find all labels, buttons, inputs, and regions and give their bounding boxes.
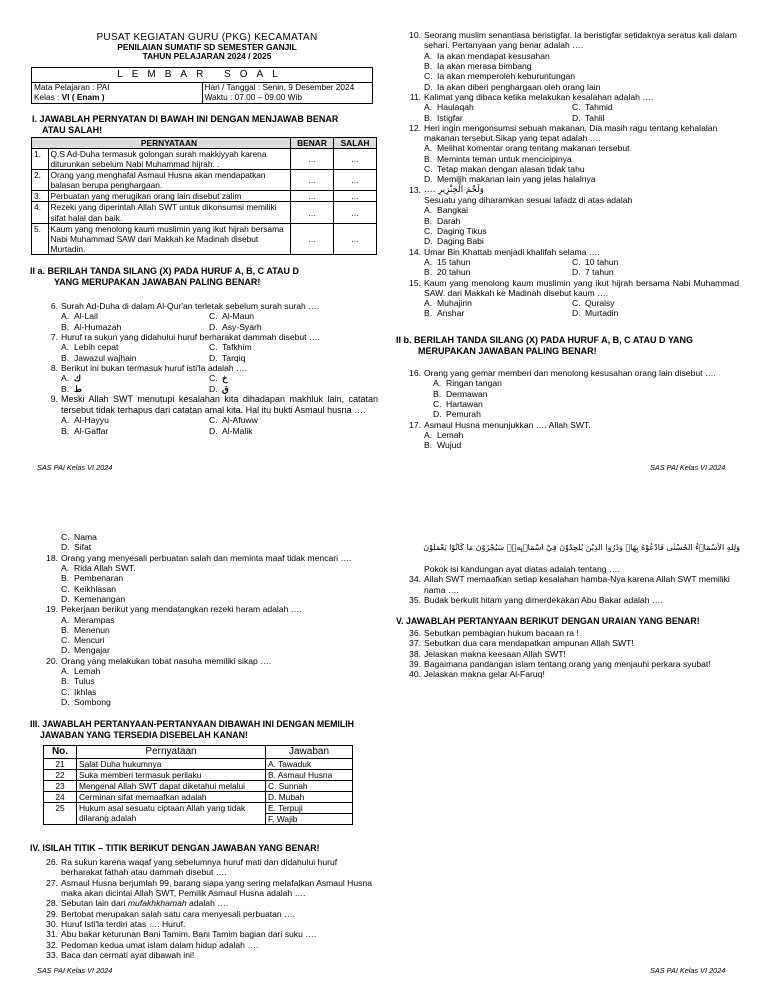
sec2a-title: II a. BERILAH TANDA SILANG (X) PADA HURUF A, B, C ATAU D YANG MERUPAKAN JAWABAN PALING BENAR!	[30, 266, 299, 287]
ayat-arabic: وَلِلّٰهِ الْاَسْمَاۤءُ الْحُسْنٰى فَادْعُوْهُ بِهَاۖ وَذَرُوا الَّذِيْنَ يُلْحِدُوْنَ فِيْٓ اَسْمَاۤىِٕهٖۗ سَيُجْزَوْنَ مَا كَانُوْا يَعْمَلُوْنَ	[423, 543, 740, 552]
col-no: No.	[44, 746, 77, 759]
hari-tanggal: Hari / Tanggal : Senin, 9 Desember 2024	[204, 82, 355, 92]
sec2b-title: II b. BERILAH TANDA SILANG (X) PADA HURUF A, B, C ATAU D YANG MERUPAKAN JAWABAN PALING BENAR!	[396, 335, 693, 356]
footer-right: SAS PAI Kelas VI 2024	[650, 463, 726, 472]
table-row: 23 Mengenal Allah SWT dapat diketahui melalui C. Sunnah	[44, 781, 353, 792]
header-line1: PUSAT KEGIATAN GURU (PKG) KECAMATAN	[96, 32, 318, 43]
sec2a-questions: 6. Surah Ad-Duha di dalam Al-Qur'an terletak sebelum surah surah …. A. Al-Lail C. Al-Maun B. Al-Humazah D. Asy-Syarh 7. Huruf ra sukun yang didahului huruf berharakat dammah disebut …. A. Lebih cepat C. Tafkhim B. Jawazul wajhain D. Tarqiq 8. Berikut ini bukan termasuk huruf isti'la adalah …. A. ك C. خ B. ط D. ق 9. Meski Allah SWT menutupi kesalahan kita dihadapan makhluk lain, catatan tersebut tidak terhapus dari catatan amal kita. Hal itu bukti Asmaul husna …. A. Al-Hayyu C. Al-Afuww B. Al-Gaffar D. Al-Malik	[50, 301, 378, 436]
sec1-title: I. JAWABLAH PERNYATAN DI BAWAH INI DENGAN MENJAWAB BENAR ATAU SALAH!	[32, 114, 339, 135]
waktu: Waktu : 07.00 – 09.00 Wib	[204, 91, 302, 102]
table-row: 22 Suka memberi termasuk perilaku B. Asmaul Husna	[44, 770, 353, 781]
table-row: 5. Kaum yang menolong kaum muslimin yang ikut hijrah bersama Nabi Muhammad SAW dari Makkah ke Madinah disebut Murtadin. … …	[32, 223, 377, 254]
header-line2: PENILAIAN SUMATIF SD SEMESTER GANJIL	[117, 42, 297, 52]
col-pernyataan: Pernyataan	[77, 746, 266, 759]
page2-left-questions: C. Nama D. Sifat 18. Orang yang menyesali perbuatan salah dan meminta maaf tidak mencari …. A. Rida Allah SWT. B. Pembenaran C. Keikhlasan D. Kemenangan 19. Pekerjaan berikut yang mendatangkan rezeki haram adalah …. A. Merampas B. Menenun C. Mencuri D. Mengajar 20. Orang yang melakukan tobat nasuha memiliki sikap …. A. Lemah B. Tulus C. Ikhlas D. Sombong	[46, 532, 352, 707]
footer-left-2: SAS PAI Kelas VI 2024	[37, 966, 113, 975]
table-row: F. Wajib	[44, 814, 353, 825]
col-jawaban: Jawaban	[266, 746, 353, 759]
col-pernyataan: PERNYATAAN	[48, 138, 291, 149]
sec1-table	[31, 137, 377, 255]
table-row: 1. Q.S Ad-Duha termasuk golongan surah makkiyyah karena diturunkan sebelum Nabi Muhammad hijrah. . … …	[32, 149, 377, 170]
mapel: Mata Pelajaran : PAI	[34, 82, 110, 92]
footer-left: SAS PAI Kelas VI 2024	[37, 463, 113, 472]
header-line3: TAHUN PELAJARAN 2024 / 2025	[142, 51, 272, 61]
table-row: 3. Perbuatan yang merugikan orang lain disebut zalim … …	[32, 191, 377, 202]
right1-questions: 10. Seorang muslim senantiasa beristigfar. Ia beristigfar setidaknya seratus kali dalam sehari. Pertanyaan yang benar adalah …. A. Ia akan mendapat kesusahan B. Ia akan merasa bimbang C. Ia akan memperoleh keburuntungan D. Ia akan diberi penghargaan oleh orang lain 11. Kalimat yang dibaca ketika melakukan kesalahan adalah …. A. Haulaqah C. Tahmid B. Istigfar D. Tahlil 12. Heri ingin mengonsumsi sebuah makanan. Dia masih ragu tentang kehalalan makanan tersebut.Sikap yang tepat adalah …. A. Melihat komentar orang tentang makanan tersebut B. Meminta teman untuk mencicipinya C. Tetap makan dengan alasan tidak tahu D. Memilih makanan lain yang jelas halalnya 13. …. وَلَحْمَ الْخِنْزِيرِ Sesuatu yang diharamkan sesuai lafadz di atas adalah A. Bangkai B. Darah C. Daging Tikus D. Daging Babi 14. Umar Bin Khattab menjadi khalifah selama …. A. 15 tahun C. 10 tahun B. 20 tahun D. 7 tahun 15. Kaum yang menolong kaum muslimin yang ikut hijrah bersama Nabi Muhammad SAW. dari Makkah ke Madinah disebut kaum …. A. Muhajirin C. Quraisy B. Anshar D. Murtadin	[409, 30, 739, 319]
footer-right-2: SAS PAI Kelas VI 2024	[650, 966, 726, 975]
page2-right-questions: Pokok isi kandungan ayat diatas adalah tentang …. 34. Allah SWT memaafkan setiap kesalahan hamba-Nya karena Allah SWT memiliki nama …. 35. Budak berkulit hitam yang dimerdekakan Abu Bakar adalah ….	[409, 564, 730, 605]
table-row: 21 Salat Duha hukumnya A. Tawaduk	[44, 759, 353, 770]
col-benar: BENAR	[291, 138, 334, 149]
table-row: 24 Cerminan sifat memaafkan adalah D. Mubah	[44, 792, 353, 803]
sec3-title: III. JAWABLAH PERTANYAAN-PERTANYAAN DIBAWAH INI DENGAN MEMILIH JAWABAN YANG TERSEDIA DISEBELAH KANAN!	[30, 719, 355, 740]
kelas-label: Kelas :	[34, 91, 62, 102]
sec5-questions: 36. Sebutkan pembagian hukum bacaan ra ! 37. Sebutkan dua cara mendapatkan ampunan Allah SWT! 38. Jelaskan makna keesaan Allah SWT! 39. Bagaimana pandangan islam tentang orang yang menjauhi perkara syubat! 40. Jelaskan makna gelar Al-Faruq!	[409, 628, 711, 680]
table-row: 25 Hukum asal sesuatu ciptaan Allah yang tidak dilarang adalah E. Terpuji	[44, 803, 353, 814]
table-row: 4. Rezeki yang diperintah Allah SWT untuk dikonsumsi memiliki sifat halal dan baik. … …	[32, 202, 377, 223]
table-row: 2. Orang yang menghafal Asmaul Husna akan mendapatkan balasan berupa penghargaan. … …	[32, 170, 377, 191]
sec2b-questions: 16. Orang yang gemar memberi dan menolong kesusahan orang lain disebut …. A. Ringan tangan B. Dermawan C. Hartawan D. Pemurah 17. Asmaul Husna menunjukkan …. Allah SWT. A. Lemah B. Wujud	[409, 368, 716, 451]
sec4-title: IV. ISILAH TITIK – TITIK BERIKUT DENGAN JAWABAN YANG BENAR!	[30, 843, 320, 853]
kelas-value: VI ( Enam )	[61, 91, 105, 102]
lembar-soal-box	[31, 67, 373, 104]
sec5-title: V. JAWABLAH PERTANYAAN BERIKUT DENGAN URAIAN YANG BENAR!	[396, 616, 700, 626]
sec3-table	[43, 745, 353, 825]
col-salah: SALAH	[334, 138, 377, 149]
lembar-title: LEMBAR SOAL	[32, 68, 372, 83]
sec4-questions: 26. Ra sukun karena waqaf yang sebelumnya huruf mati dan didahului huruf berharakat fathah atau dammah disebut …. 27. Asmaul Husna berjumlah 99, barang siapa yang sering melafalkan Asmaul Husna maka akan dicintai Allah SWT, Pemilik Asmaul Husna adalah …. 28. Sebutan lain dari mufakhkhamah adalah …. 29. Bertobat merupakan salah satu cara menyesali perbuatan …. 30. Huruf Isti'la terdiri atas …. Huruf. 31. Abu bakar keturunan Bani Tamim. Bani Tamim bagian dari suku …. 32. Pedoman kedua umat islam dalam hidup adalah …. 33. Baca dan cermati ayat dibawah ini!	[46, 857, 372, 960]
